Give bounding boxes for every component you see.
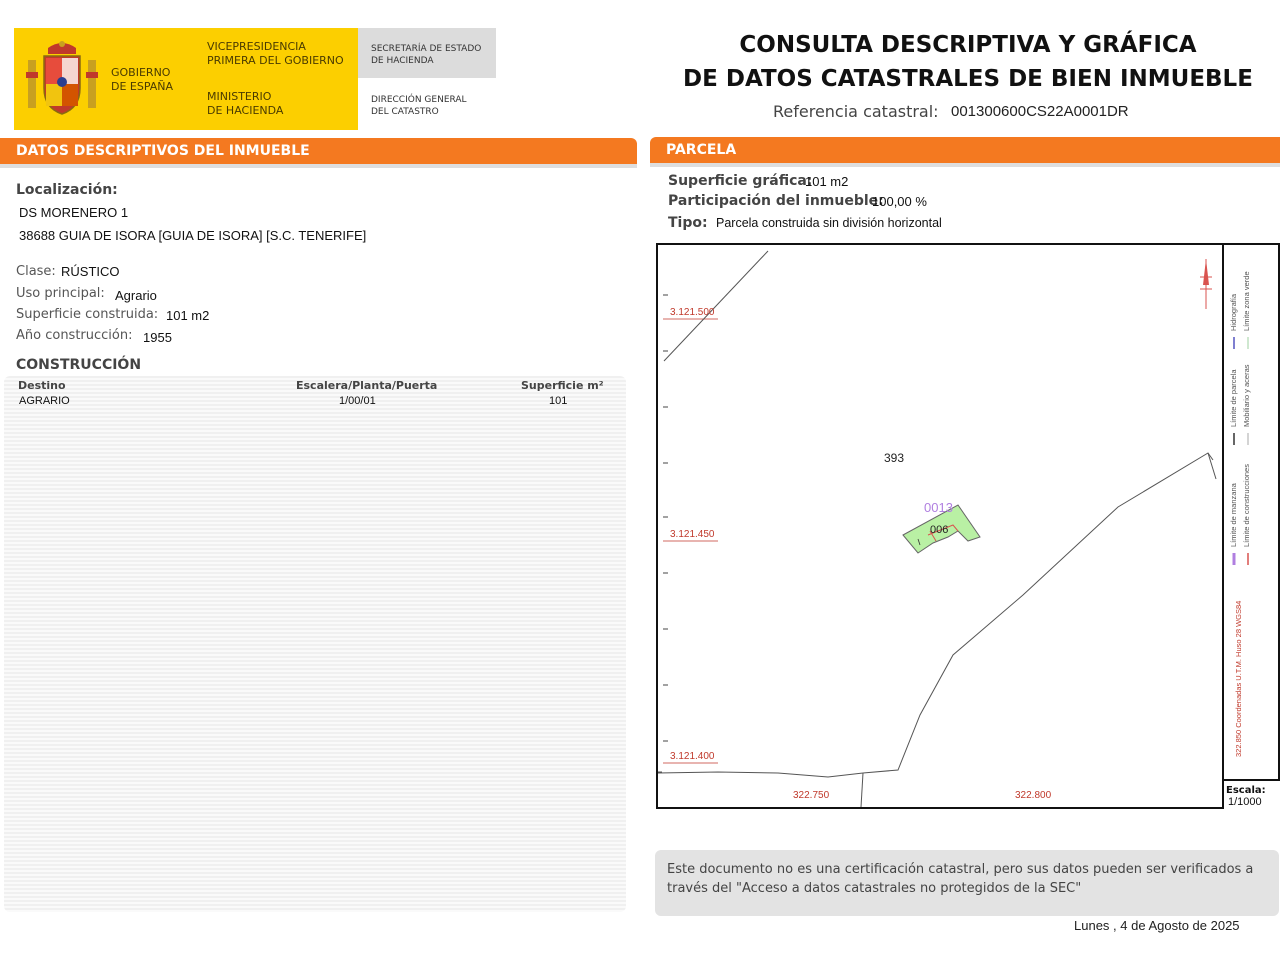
uso-principal-label: Uso principal: xyxy=(16,286,105,301)
table-header-destino: Destino xyxy=(18,379,66,392)
cadastral-map xyxy=(656,243,1280,809)
clase-label: Clase: xyxy=(16,264,56,279)
participacion-label: Participación del inmueble: xyxy=(668,193,884,209)
table-cell-escalera: 1/00/01 xyxy=(339,395,376,407)
tipo-label: Tipo: xyxy=(668,215,708,231)
construccion-table xyxy=(4,376,626,912)
tipo-value: Parcela construida sin división horizontal xyxy=(716,216,942,230)
participacion-value: 100,00 % xyxy=(872,194,927,209)
document-date: Lunes , 4 de Agosto de 2025 xyxy=(1074,918,1240,933)
legend-limite-manzana: Límite de manzana xyxy=(1229,483,1238,547)
legend-hidrografia: Hidrografía xyxy=(1229,293,1238,331)
document-title-line1: CONSULTA DESCRIPTIVA Y GRÁFICA xyxy=(739,32,1197,58)
section-bar-shadow xyxy=(0,164,637,168)
superficie-grafica-value: 101 m2 xyxy=(805,174,849,189)
superficie-grafica-label: Superficie gráfica: xyxy=(668,173,813,189)
legend-limite-zona-verde: Límite zona verde xyxy=(1242,271,1251,331)
section-bar-shadow-right xyxy=(650,163,1280,167)
coord-x-322750: 322.750 xyxy=(793,790,830,801)
ministerio-text: MINISTERIO DE HACIENDA xyxy=(207,90,284,117)
legend-coordinates-note: 322.850 Coordenadas U.T.M. Huso 28 WGS84 xyxy=(1234,600,1243,757)
referencia-catastral-value: 001300600CS22A0001DR xyxy=(951,103,1129,120)
table-header-escalera: Escalera/Planta/Puerta xyxy=(296,379,438,392)
coord-y-3121500: 3.121.500 xyxy=(670,307,715,318)
north-arrow-icon xyxy=(1200,259,1212,309)
disclaimer-text: Este documento no es una certificación catastral, pero sus datos pueden ser verificados a través del "Acceso a datos catastrales no protegidos de la SEC" xyxy=(667,862,1254,896)
localizacion-label: Localización: xyxy=(16,182,118,198)
map-canvas xyxy=(658,245,1278,807)
escala-label: Escala: xyxy=(1226,785,1266,796)
clase-value: RÚSTICO xyxy=(61,264,120,279)
address-line2: 38688 GUIA DE ISORA [GUIA DE ISORA] [S.C. TENERIFE] xyxy=(19,228,367,243)
coat-of-arms-icon xyxy=(26,38,98,118)
legend-limite-parcela: Límite de parcela xyxy=(1229,369,1238,427)
secretaria-text: SECRETARÍA DE ESTADO DE HACIENDA xyxy=(371,44,482,66)
direccion-catastro-text: DIRECCIÓN GENERAL DEL CATASTRO xyxy=(371,95,467,117)
section-bar-inmueble: DATOS DESCRIPTIVOS DEL INMUEBLE xyxy=(0,138,637,164)
address-line1: DS MORENERO 1 xyxy=(19,205,129,220)
section-bar-parcela: PARCELA xyxy=(650,137,1280,163)
legend-limite-construcciones: Límite de construcciones xyxy=(1242,464,1251,547)
construccion-title: CONSTRUCCIÓN xyxy=(16,357,142,373)
escala-value: 1/1000 xyxy=(1228,796,1262,808)
superficie-construida-label: Superficie construida: xyxy=(16,307,159,322)
coord-x-322800: 322.800 xyxy=(1015,790,1052,801)
construction-label-006: 006 xyxy=(930,524,949,536)
map-legend xyxy=(1222,245,1280,779)
parcel-label-0013: 0013 xyxy=(924,500,953,515)
anio-construccion-label: Año construcción: xyxy=(16,328,133,343)
referencia-catastral-label: Referencia catastral: xyxy=(773,102,939,121)
gobierno-espana-text: GOBIERNO DE ESPAÑA xyxy=(111,66,174,93)
table-header-superficie: Superficie m² xyxy=(521,379,604,392)
coord-y-3121400: 3.121.400 xyxy=(670,751,715,762)
table-cell-superficie: 101 xyxy=(549,395,568,407)
document-title-line2: DE DATOS CATASTRALES DE BIEN INMUEBLE xyxy=(683,66,1253,92)
vicepresidencia-text: VICEPRESIDENCIA PRIMERA DEL GOBIERNO xyxy=(207,40,344,67)
table-cell-destino: AGRARIO xyxy=(19,395,70,407)
coord-y-3121450: 3.121.450 xyxy=(670,529,715,540)
legend-canvas xyxy=(1224,245,1280,779)
uso-principal-value: Agrario xyxy=(115,288,157,303)
legend-mobiliario: Mobiliario y aceras xyxy=(1242,364,1251,427)
anio-construccion-value: 1955 xyxy=(143,330,172,345)
superficie-construida-value: 101 m2 xyxy=(166,308,210,323)
parcel-label-393: 393 xyxy=(884,451,905,465)
